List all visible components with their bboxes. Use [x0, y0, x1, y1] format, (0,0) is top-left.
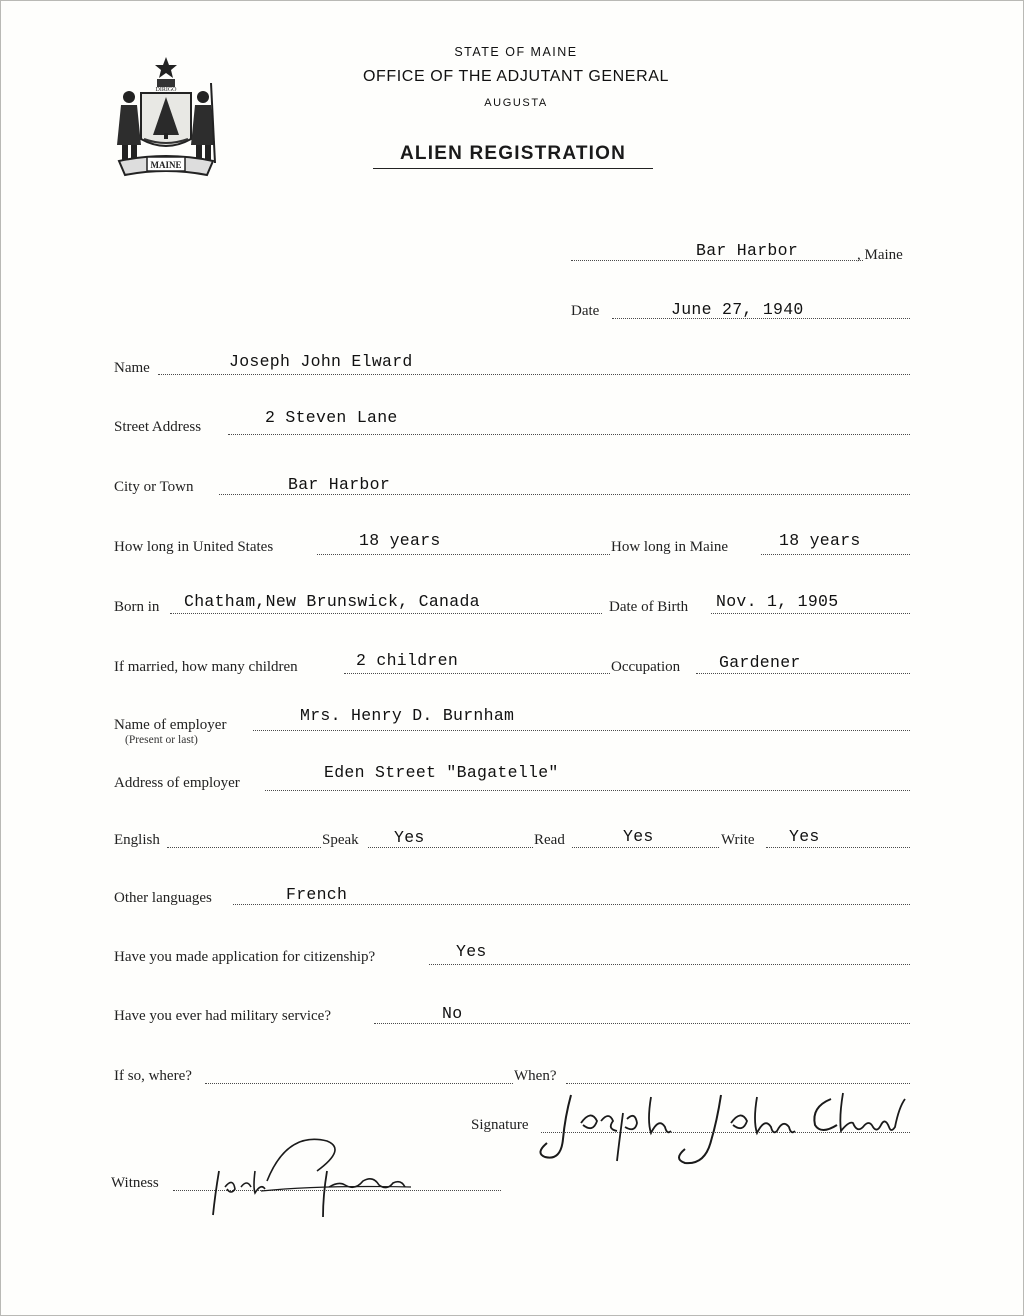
employer-address-label: Address of employer [114, 775, 240, 791]
speak-line [368, 847, 533, 848]
children-value: 2 children [356, 651, 459, 670]
if-so-where-label: If so, where? [114, 1068, 192, 1084]
citizenship-value: Yes [456, 942, 487, 961]
read-line [572, 847, 719, 848]
other-languages-value: French [286, 885, 348, 904]
header-state: STATE OF MAINE [454, 45, 578, 59]
occupation-value: Gardener [719, 653, 801, 672]
military-label: Have you ever had military service? [114, 1008, 331, 1024]
street-address-line [228, 434, 910, 435]
signature-label: Signature [471, 1117, 529, 1133]
employer-name-value: Mrs. Henry D. Burnham [300, 706, 515, 725]
date-of-birth-label: Date of Birth [609, 599, 689, 615]
name-line [158, 374, 910, 375]
header-city: AUGUSTA [484, 97, 548, 109]
how-long-us-line [317, 554, 610, 555]
other-languages-label: Other languages [114, 890, 212, 906]
employer-name-label: Name of employer [114, 717, 227, 733]
employer-name-line [253, 730, 910, 731]
occupation-label: Occupation [611, 659, 681, 675]
born-in-line [170, 613, 602, 614]
speak-value: Yes [394, 828, 425, 847]
citizenship-label: Have you made application for citizenship? [114, 949, 376, 965]
place-suffix: , Maine [857, 247, 903, 263]
read-value: Yes [623, 827, 654, 846]
military-value: No [442, 1004, 463, 1023]
street-address-value: 2 Steven Lane [265, 408, 398, 427]
city-label: City or Town [114, 479, 194, 495]
employer-name-sublabel: (Present or last) [125, 734, 198, 746]
write-label: Write [721, 832, 755, 848]
if-so-where-line [205, 1083, 513, 1084]
seal-motto: DIRIGO [155, 87, 177, 93]
how-long-maine-label: How long in Maine [611, 539, 729, 555]
how-long-maine-value: 18 years [779, 531, 861, 550]
name-value: Joseph John Elward [229, 352, 413, 371]
name-label: Name [114, 360, 150, 376]
speak-label: Speak [322, 832, 359, 848]
read-label: Read [534, 832, 565, 848]
date-label: Date [571, 303, 600, 319]
city-line [219, 494, 910, 495]
write-value: Yes [789, 827, 820, 846]
place-line [571, 260, 863, 261]
children-label: If married, how many children [114, 659, 298, 675]
citizenship-line [429, 964, 910, 965]
city-value: Bar Harbor [288, 475, 391, 494]
date-of-birth-line [711, 613, 910, 614]
born-in-label: Born in [114, 599, 160, 615]
how-long-us-label: How long in United States [114, 539, 274, 555]
how-long-us-value: 18 years [359, 531, 441, 550]
military-line [374, 1023, 910, 1024]
how-long-maine-line [761, 554, 910, 555]
street-address-label: Street Address [114, 419, 202, 435]
date-value: June 27, 1940 [671, 300, 804, 319]
when-label: When? [514, 1068, 557, 1084]
form-title: ALIEN REGISTRATION [373, 143, 653, 169]
born-in-value: Chatham,New Brunswick, Canada [184, 592, 480, 611]
children-line [344, 673, 610, 674]
english-line [167, 847, 321, 848]
witness-signature [201, 1131, 431, 1221]
place-value: Bar Harbor [696, 241, 799, 260]
header-office: OFFICE OF THE ADJUTANT GENERAL [362, 68, 670, 85]
employer-address-value: Eden Street "Bagatelle" [324, 763, 559, 782]
occupation-line [696, 673, 910, 674]
applicant-signature [531, 1083, 916, 1173]
write-line [766, 847, 910, 848]
date-of-birth-value: Nov. 1, 1905 [716, 592, 839, 611]
seal-banner: MAINE [150, 160, 182, 170]
witness-label: Witness [111, 1175, 159, 1191]
other-languages-line [233, 904, 910, 905]
english-label: English [114, 832, 160, 848]
maine-state-seal-icon [111, 53, 221, 183]
employer-address-line [265, 790, 910, 791]
